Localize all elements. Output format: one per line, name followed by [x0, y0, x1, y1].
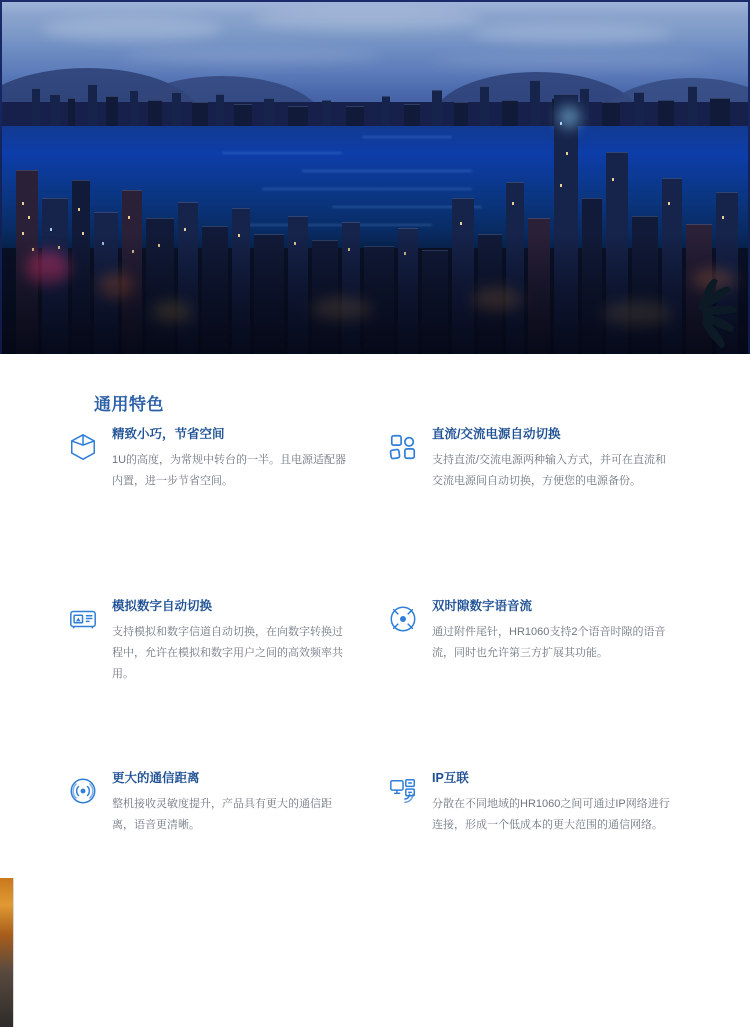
feature-title: 更大的通信距离 — [112, 771, 200, 785]
signal-burst-icon — [388, 604, 418, 634]
foreground-shadow — [2, 234, 748, 354]
feature-item-analog-digital-switch — [60, 598, 380, 770]
feature-description: 整机接收灵敏度提升，产品具有更大的通信距离，语音更清晰。 — [112, 798, 332, 831]
target-waves-icon — [68, 776, 98, 806]
hero-image-inner — [2, 2, 748, 354]
feature-item-dual-slot-voice — [380, 598, 700, 770]
feature-item-longer-range — [60, 770, 380, 942]
feature-item-ip-connect — [380, 770, 700, 942]
feature-description: 通过附件尾针，HR1060支持2个语音时隙的语音流，同时也允许第三方扩展其功能。 — [432, 626, 666, 659]
feature-description: 1U的高度，为常规中转台的一半。且电源适配器内置，进一步节省空间。 — [112, 454, 347, 487]
feature-description: 支持模拟和数字信道自动切换，在向数字转换过程中，允许在模拟和数字用户之间的高效频率共用。 — [112, 626, 343, 680]
feature-title: 精致小巧，节省空间 — [112, 427, 225, 441]
feature-title: 模拟数字自动切换 — [112, 599, 213, 613]
features-row — [60, 770, 700, 942]
feature-description: 分散在不同地域的HR1060之间可通过IP网络进行连接，形成一个低成本的更大范围的通信网络。 — [432, 798, 670, 831]
four-squares-icon — [388, 432, 418, 462]
radio-device-icon — [68, 604, 98, 634]
next-section-image-sliver — [0, 878, 14, 1027]
feature-item-compact-size — [60, 426, 380, 598]
features-grid — [60, 426, 700, 942]
feature-title: IP互联 — [432, 771, 469, 785]
section-title: 通用特色 — [94, 395, 164, 414]
feature-title: 双时隙数字语音流 — [432, 599, 533, 613]
features-row — [60, 598, 700, 770]
feature-item-power-switching — [380, 426, 700, 598]
hero-image — [0, 0, 750, 354]
feature-description: 支持直流/交流电源两种输入方式，并可在直流和交流电源间自动切换，方便您的电源备份。 — [432, 454, 667, 487]
features-row — [60, 426, 700, 598]
network-devices-icon — [388, 776, 418, 806]
cube-icon — [68, 432, 98, 462]
feature-title: 直流/交流电源自动切换 — [432, 427, 561, 441]
palm-tree — [672, 294, 742, 354]
